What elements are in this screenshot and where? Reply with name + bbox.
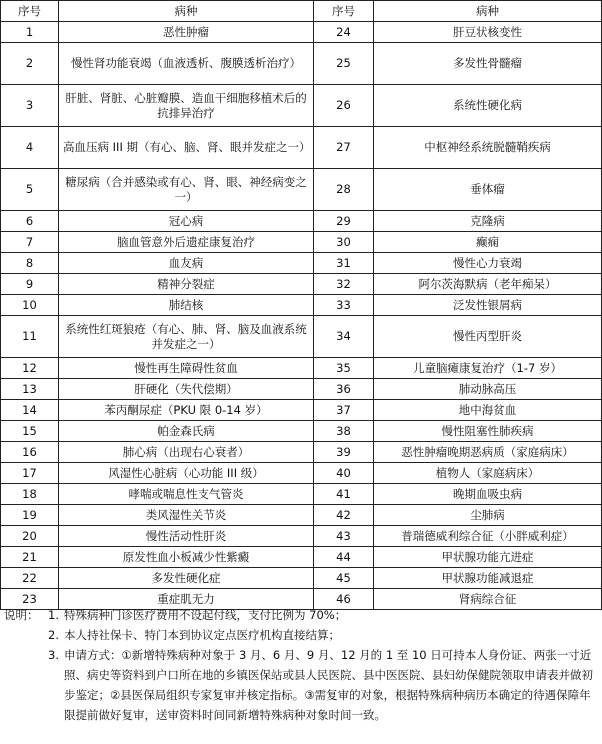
row-number-left: 18 bbox=[1, 484, 59, 505]
row-number-right: 24 bbox=[314, 22, 374, 43]
disease-name-right: 慢性丙型肝炎 bbox=[374, 316, 602, 358]
note-text: 申请方式：①新增特殊病种对象于 3 月、6 月、9 月、12 月的 1 至 10 日可持本人身份证、两张一寸近照、病史等资料到户口所在地的乡镇医保站或县人民医院、县中医医院、县妇幼保健院领取申请表并做初步鉴定；②县医保局组织专家复审并核定指标。③需复审的对象，根据特殊病种病历本确定的待遇保障年限提前做好复审，送审资料时间同新增特殊病种对象时间一致。 bbox=[64, 648, 593, 722]
row-number-right: 44 bbox=[314, 547, 374, 568]
row-number-left: 5 bbox=[1, 169, 59, 211]
row-number-right: 45 bbox=[314, 568, 374, 589]
row-number-left: 3 bbox=[1, 85, 59, 127]
disease-name-left: 精神分裂症 bbox=[59, 274, 314, 295]
table-row bbox=[1, 484, 602, 505]
disease-name-left: 系统性红斑狼疮（有心、肺、肾、脑及血液系统并发症之一） bbox=[59, 316, 314, 358]
notes-label: 说明： bbox=[4, 608, 39, 622]
disease-name-left: 肝脏、肾脏、心脏瓣膜、造血干细胞移植术后的抗排异治疗 bbox=[59, 85, 314, 127]
row-number-right: 25 bbox=[314, 43, 374, 85]
row-number-left: 21 bbox=[1, 547, 59, 568]
row-number-right: 35 bbox=[314, 358, 374, 379]
row-number-left: 7 bbox=[1, 232, 59, 253]
row-number-left: 6 bbox=[1, 211, 59, 232]
table-row bbox=[1, 211, 602, 232]
disease-name-left: 肺结核 bbox=[59, 295, 314, 316]
row-number-left: 20 bbox=[1, 526, 59, 547]
row-number-right: 34 bbox=[314, 316, 374, 358]
disease-name-right: 泛发性银屑病 bbox=[374, 295, 602, 316]
table-row bbox=[1, 169, 602, 211]
table-row bbox=[1, 463, 602, 484]
row-number-right: 41 bbox=[314, 484, 374, 505]
disease-name-left: 重症肌无力 bbox=[59, 589, 314, 610]
row-number-left: 11 bbox=[1, 316, 59, 358]
note-item-1 bbox=[4, 605, 598, 625]
row-number-left: 23 bbox=[1, 589, 59, 610]
disease-name-left: 苯丙酮尿症（PKU 限 0-14 岁） bbox=[59, 400, 314, 421]
row-number-right: 40 bbox=[314, 463, 374, 484]
row-number-left: 14 bbox=[1, 400, 59, 421]
disease-name-right: 肝豆状核变性 bbox=[374, 22, 602, 43]
row-number-right: 27 bbox=[314, 127, 374, 169]
table-row bbox=[1, 85, 602, 127]
disease-name-left: 血友病 bbox=[59, 253, 314, 274]
note-item-2 bbox=[4, 625, 598, 645]
row-number-left: 9 bbox=[1, 274, 59, 295]
disease-name-left: 高血压病 III 期（有心、脑、肾、眼并发症之一） bbox=[59, 127, 314, 169]
row-number-right: 28 bbox=[314, 169, 374, 211]
disease-name-right: 阿尔茨海默病（老年痴呆） bbox=[374, 274, 602, 295]
disease-name-right: 慢性心力衰竭 bbox=[374, 253, 602, 274]
notes-section bbox=[4, 605, 598, 725]
disease-name-left: 风湿性心脏病（心功能 III 级） bbox=[59, 463, 314, 484]
disease-name-left: 类风湿性关节炎 bbox=[59, 505, 314, 526]
note-number: 3. bbox=[48, 648, 59, 662]
table-header-row bbox=[1, 1, 602, 22]
table-row bbox=[1, 274, 602, 295]
disease-name-left: 糖尿病（合并感染或有心、肾、眼、神经病变之一） bbox=[59, 169, 314, 211]
row-number-right: 43 bbox=[314, 526, 374, 547]
row-number-right: 37 bbox=[314, 400, 374, 421]
table-row bbox=[1, 22, 602, 43]
row-number-right: 33 bbox=[314, 295, 374, 316]
table-row bbox=[1, 568, 602, 589]
table-row bbox=[1, 316, 602, 358]
disease-name-left: 脑血管意外后遗症康复治疗 bbox=[59, 232, 314, 253]
table-row bbox=[1, 43, 602, 85]
disease-name-right: 地中海贫血 bbox=[374, 400, 602, 421]
row-number-left: 12 bbox=[1, 358, 59, 379]
disease-name-left: 慢性活动性肝炎 bbox=[59, 526, 314, 547]
table-row bbox=[1, 442, 602, 463]
disease-name-left: 肝硬化（失代偿期） bbox=[59, 379, 314, 400]
table-row bbox=[1, 232, 602, 253]
note-text: 特殊病种门诊医疗费用不设起付线，支付比例为 70%； bbox=[64, 608, 347, 622]
row-number-left: 2 bbox=[1, 43, 59, 85]
row-number-left: 22 bbox=[1, 568, 59, 589]
table-row bbox=[1, 379, 602, 400]
header-seq-right: 序号 bbox=[314, 1, 374, 22]
row-number-left: 15 bbox=[1, 421, 59, 442]
row-number-right: 32 bbox=[314, 274, 374, 295]
header-seq-left: 序号 bbox=[1, 1, 59, 22]
table-row bbox=[1, 295, 602, 316]
row-number-left: 17 bbox=[1, 463, 59, 484]
row-number-right: 39 bbox=[314, 442, 374, 463]
disease-name-right: 克隆病 bbox=[374, 211, 602, 232]
disease-name-left: 恶性肿瘤 bbox=[59, 22, 314, 43]
row-number-right: 36 bbox=[314, 379, 374, 400]
disease-name-right: 多发性骨髓瘤 bbox=[374, 43, 602, 85]
disease-name-right: 甲状腺功能亢进症 bbox=[374, 547, 602, 568]
row-number-left: 8 bbox=[1, 253, 59, 274]
row-number-left: 10 bbox=[1, 295, 59, 316]
disease-name-left: 帕金森氏病 bbox=[59, 421, 314, 442]
table-row bbox=[1, 421, 602, 442]
disease-name-left: 哮喘或喘息性支气管炎 bbox=[59, 484, 314, 505]
disease-name-right: 恶性肿瘤晚期恶病质（家庭病床） bbox=[374, 442, 602, 463]
table-row bbox=[1, 547, 602, 568]
disease-name-right: 普瑞德威利综合征（小胖威利症） bbox=[374, 526, 602, 547]
row-number-right: 31 bbox=[314, 253, 374, 274]
row-number-left: 1 bbox=[1, 22, 59, 43]
row-number-left: 13 bbox=[1, 379, 59, 400]
disease-name-left: 多发性硬化症 bbox=[59, 568, 314, 589]
table-row bbox=[1, 127, 602, 169]
disease-name-right: 肾病综合征 bbox=[374, 589, 602, 610]
note-number: 2. bbox=[48, 628, 59, 642]
row-number-right: 26 bbox=[314, 85, 374, 127]
disease-name-right: 肺动脉高压 bbox=[374, 379, 602, 400]
disease-name-left: 肺心病（出现右心衰者） bbox=[59, 442, 314, 463]
disease-name-left: 慢性肾功能衰竭（血液透析、腹膜透析治疗） bbox=[59, 43, 314, 85]
table-row bbox=[1, 505, 602, 526]
table-row bbox=[1, 253, 602, 274]
disease-name-left: 原发性血小板减少性紫癜 bbox=[59, 547, 314, 568]
disease-name-right: 系统性硬化病 bbox=[374, 85, 602, 127]
disease-name-right: 植物人（家庭病床） bbox=[374, 463, 602, 484]
header-disease-left: 病种 bbox=[59, 1, 314, 22]
row-number-right: 42 bbox=[314, 505, 374, 526]
disease-name-right: 中枢神经系统脱髓鞘疾病 bbox=[374, 127, 602, 169]
disease-name-right: 甲状腺功能减退症 bbox=[374, 568, 602, 589]
disease-name-right: 癫痫 bbox=[374, 232, 602, 253]
disease-name-right: 晚期血吸虫病 bbox=[374, 484, 602, 505]
disease-name-left: 冠心病 bbox=[59, 211, 314, 232]
row-number-right: 29 bbox=[314, 211, 374, 232]
note-text: 本人持社保卡、特门本到协议定点医疗机构直接结算； bbox=[64, 628, 340, 642]
disease-name-left: 慢性再生障碍性贫血 bbox=[59, 358, 314, 379]
disease-name-right: 尘肺病 bbox=[374, 505, 602, 526]
disease-name-right: 垂体瘤 bbox=[374, 169, 602, 211]
note-item-3 bbox=[4, 645, 598, 725]
row-number-right: 46 bbox=[314, 589, 374, 610]
table-row bbox=[1, 400, 602, 421]
row-number-left: 16 bbox=[1, 442, 59, 463]
row-number-right: 38 bbox=[314, 421, 374, 442]
table-row bbox=[1, 526, 602, 547]
header-disease-right: 病种 bbox=[374, 1, 602, 22]
row-number-left: 19 bbox=[1, 505, 59, 526]
disease-name-right: 慢性阻塞性肺疾病 bbox=[374, 421, 602, 442]
row-number-right: 30 bbox=[314, 232, 374, 253]
disease-name-right: 儿童脑瘫康复治疗（1-7 岁） bbox=[374, 358, 602, 379]
row-number-left: 4 bbox=[1, 127, 59, 169]
note-number: 1. bbox=[48, 608, 59, 622]
table-row bbox=[1, 358, 602, 379]
